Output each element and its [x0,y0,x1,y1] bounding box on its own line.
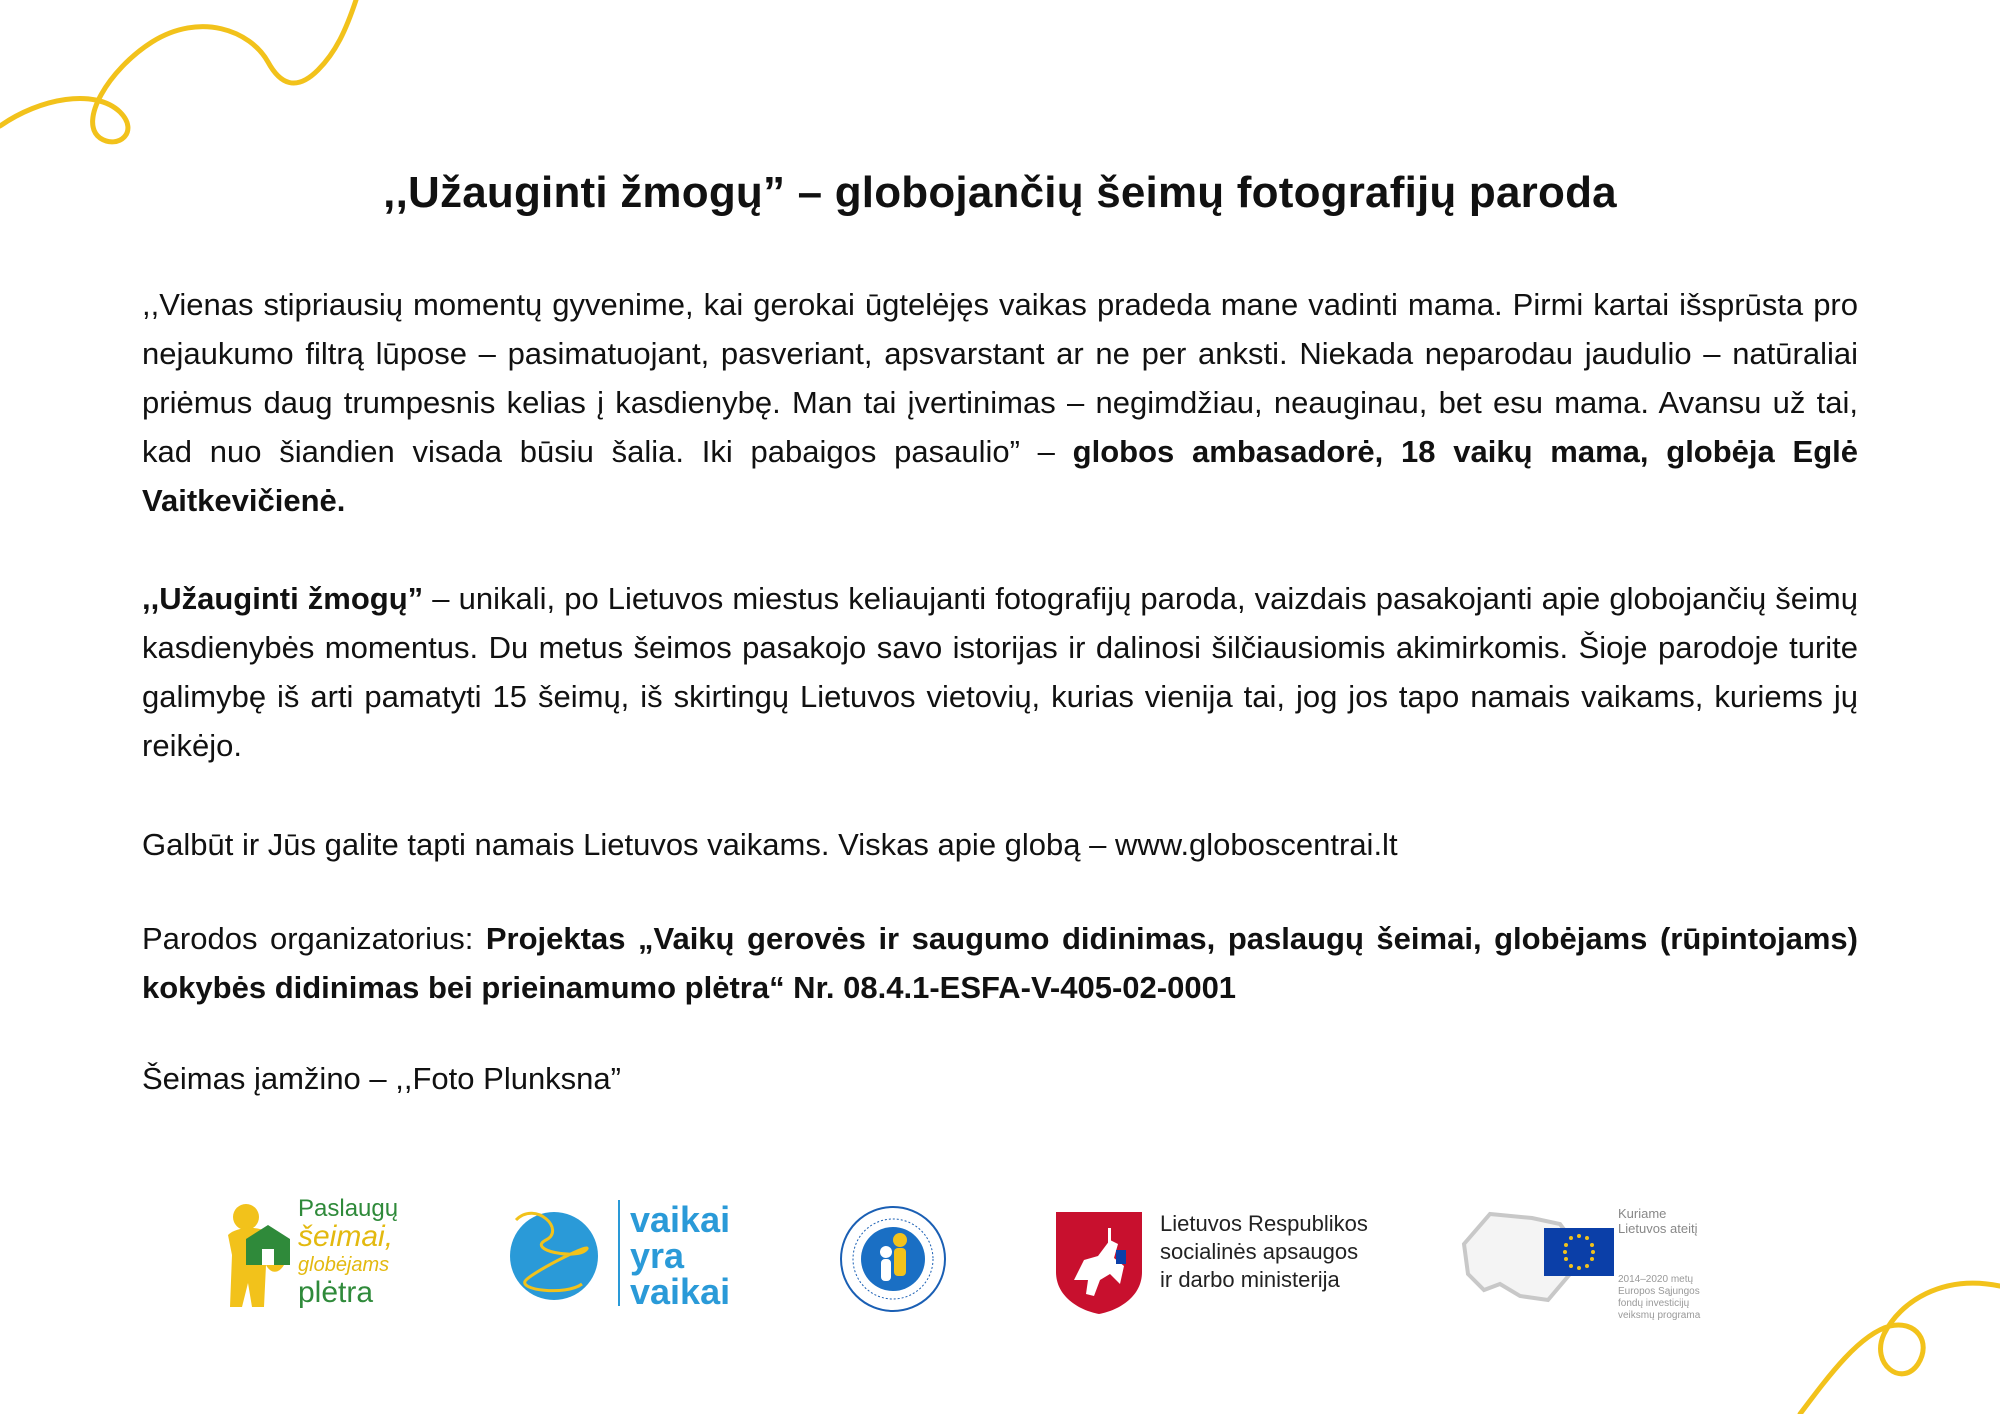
decorative-squiggle-top [0,0,420,150]
eu-bottom-line4: veiksmų programa [1618,1310,1701,1321]
eu-bottom-line1: 2014–2020 metų [1618,1274,1694,1285]
logo-eu-funds [1460,1204,1730,1321]
logo-vyv-line3: vaikai [630,1271,731,1312]
eu-bottom-line2: Europos Sąjungos [1618,1286,1700,1297]
logo-divider [618,1200,620,1306]
globe-scribble-icon [506,1200,606,1306]
organizer-project: Projektas „Vaikų gerovės ir saugumo didinimas, paslaugų šeimai, globėjams (rūpintojams) kokybės didinimas bei prieinamumo plėtra“ Nr. 08.4.1-ESFA-V-405-02-0001 [142,921,1858,1005]
ministry-line1: Lietuvos Respublikos [1160,1211,1368,1236]
website-paragraph: Galbūt ir Jūs galite tapti namais Lietuvos vaikams. Viskas apie globą – www.globoscentrai.lt [142,827,1398,862]
logo-paslaugu-seimai [218,1195,428,1311]
page-title: ,,Užauginti žmogų” – globojančių šeimų fotografijų paroda [383,168,1617,217]
logo-paslaugu-line1: Paslaugų [298,1195,399,1222]
coat-of-arms-icon [1054,1210,1144,1314]
lithuania-map-eu-flag-icon [1460,1204,1620,1308]
family-figure-icon [218,1195,298,1311]
quote-author: globos ambasadorė, 18 vaikų mama, globėja Eglė Vaitkevičienė. [142,434,1858,518]
exhibition-name: ,,Užauginti žmogų” [142,581,424,616]
logo-paslaugu-line3: globėjams [298,1254,390,1276]
eu-bottom-line3: fondų investicijų [1618,1298,1690,1309]
organizer-paragraph [142,914,1858,1012]
logo-paslaugu-line2: šeimai, [298,1220,394,1253]
eu-top-line2: Lietuvos ateitį [1618,1221,1698,1236]
ministry-line2: socialinės apsaugos [1160,1239,1359,1264]
ministry-line3: ir darbo ministerija [1160,1267,1340,1292]
ministry-seal-icon [828,1204,958,1314]
logo-ministerija [1054,1210,1414,1320]
logo-vyv-line2: yra [630,1235,685,1276]
quote-paragraph [142,280,1858,525]
logo-vaikai-yra-vaikai [506,1200,766,1312]
description-text: – unikali, po Lietuvos miestus keliaujanti fotografijų paroda, vaizdais pasakojanti apie globojančių šeimų kasdienybės momentus. Du metus šeimos pasakojo savo istorijas ir dalinosi šilčiausiomis akimirkomis. Šioje parodoje turite galimybę iš arti pamatyti 15 šeimų, iš skirtingų Lietuvos vietovių, kurias vienija tai, jog jos tapo namais vaikams, kuriems jų reikėjo. [142,581,1858,763]
organizer-label: Parodos organizatorius: [142,921,486,956]
logo-paslaugu-line4: plėtra [298,1276,374,1309]
photographer-credit: Šeimas įamžino – ,,Foto Plunksna” [142,1061,621,1096]
description-paragraph [142,574,1858,770]
eu-top-line1: Kuriame [1618,1206,1667,1221]
logo-vyv-line1: vaikai [630,1199,731,1240]
quote-text: ,,Vienas stipriausių momentų gyvenime, kai gerokai ūgtelėjęs vaikas pradeda mane vadinti mama. Pirmi kartai išsprūsta pro nejaukumo filtrą lūpose – pasimatuojant, pasveriant, apsvarstant ar ne per anksti. Niekada neparodau jaudulio – natūraliai priėmus daug trumpesnis kelias į kasdienybę. Man tai įvertinimas – negimdžiau, neauginau, bet esu mama. Avansu už tai, kad nuo šiandien visada būsiu šalia. Iki pabaigos pasaulio” – [142,287,1858,469]
